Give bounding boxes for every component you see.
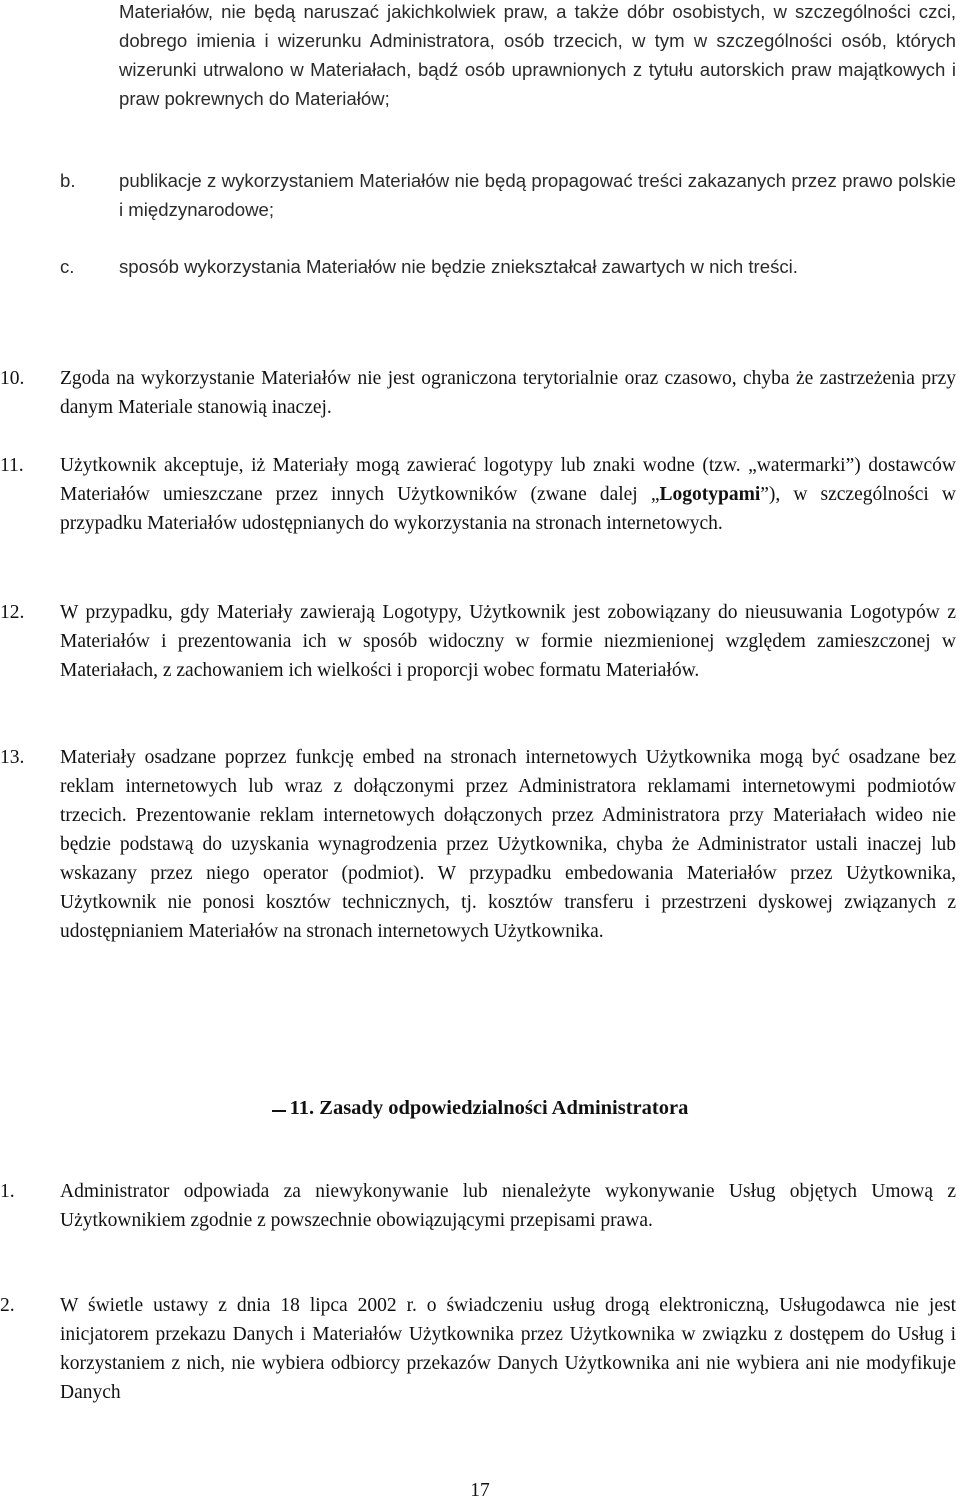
list-number: 13.: [0, 747, 25, 768]
list-marker: b.: [60, 170, 76, 191]
list-item-text: Zgoda na wykorzystanie Materiałów nie jest ograniczona terytorialnie oraz czasowo, chyba że zastrzeżenia przy danym Materiale stanowią inaczej.: [60, 368, 956, 418]
list-item-c: [60, 252, 956, 281]
section-heading-text: 11. Zasady odpowiedzialności Administratora: [289, 1097, 689, 1119]
list-number: 12.: [0, 602, 25, 623]
text-after-term: ”), w szczególności w przypadku Materiałów udostępnianych do wykorzystania na stronach internetowych.: [60, 484, 956, 534]
list-item-13: [0, 743, 956, 946]
intro-paragraph: [119, 0, 956, 113]
list-item-text: publikacje z wykorzystaniem Materiałów nie będą propagować treści zakazanych przez prawo polskie i międzynarodowe;: [119, 170, 956, 220]
list-item-10: [0, 364, 956, 422]
list-item-text: W świetle ustawy z dnia 18 lipca 2002 r. o świadczeniu usług drogą elektroniczną, Usługodawca nie jest inicjatorem przekazu Danych i Materiałów Użytkownika przez Użytkownika w związku z dostępem do Usług i korzystaniem z nich, nie wybiera odbiorcy przekazów Danych Użytkownika ani nie wybiera ani nie modyfikuje Danych: [60, 1295, 956, 1403]
list-item-text: Administrator odpowiada za niewykonywanie lub nienależyte wykonywanie Usług objętych Umową z Użytkownikiem zgodnie z powszechnie obowiązującymi przepisami prawa.: [60, 1181, 956, 1231]
section-heading: [0, 1094, 960, 1123]
list-number: 2.: [0, 1295, 15, 1316]
text-before-term: Użytkownik akceptuje, iż Materiały mogą zawierać logotypy lub znaki wodne (tzw. „watermarki”) dostawców Materiałów umieszczane przez innych Użytkowników (zwane dalej „: [60, 455, 956, 505]
list-number: 1.: [0, 1181, 15, 1202]
section-item-1: [0, 1177, 956, 1235]
list-item-text: W przypadku, gdy Materiały zawierają Logotypy, Użytkownik jest zobowiązany do nieusuwania Logotypów z Materiałów i prezentowania ich w sposób widoczny w formie niezmienionej względem zamieszczonej w Materiałach, z zachowaniem ich wielkości i proporcji wobec formatu Materiałów.: [60, 602, 956, 681]
list-item-12: [0, 598, 956, 685]
list-marker: c.: [60, 256, 75, 277]
list-item-b: [60, 166, 956, 224]
list-item-text: sposób wykorzystania Materiałów nie będzie zniekształcał zawartych w nich treści.: [119, 256, 798, 277]
page-number: 17: [470, 1480, 490, 1501]
heading-dash: [272, 1110, 286, 1112]
section-item-2: [0, 1291, 956, 1407]
list-number: 10.: [0, 368, 25, 389]
list-number: 11.: [0, 455, 24, 476]
list-item-text: Materiały osadzane poprzez funkcję embed na stronach internetowych Użytkownika mogą być osadzane bez reklam internetowych lub wraz z dołączonymi przez Administratora reklamami internetowymi podmiotów trzecich. Prezentowanie reklam internetowych dołączonych przez Administratora przy Materiałach wideo nie będzie podstawą do uzyskania wynagrodzenia przez Użytkownika, chyba że Administrator ustali inaczej lub wskazany przez niego operator (podmiot). W przypadku embedowania Materiałów przez Użytkownika, Użytkownik nie ponosi kosztów technicznych, tj. kosztów transferu i przestrzeni dyskowej związanych z udostępnianiem Materiałów na stronach internetowych Użytkownika.: [60, 747, 956, 942]
intro-text: Materiałów, nie będą naruszać jakichkolwiek praw, a także dóbr osobistych, w szczególności czci, dobrego imienia i wizerunku Administratora, osób trzecich, w tym w szczególności osób, których wizerunki utrwalono w Materiałach, bądź osób uprawnionych z tytułu autorskich praw majątkowych i praw pokrewnych do Materiałów;: [119, 1, 956, 109]
list-item-text: [60, 451, 956, 538]
defined-term: Logotypami: [659, 484, 761, 505]
list-item-11: [0, 451, 956, 538]
